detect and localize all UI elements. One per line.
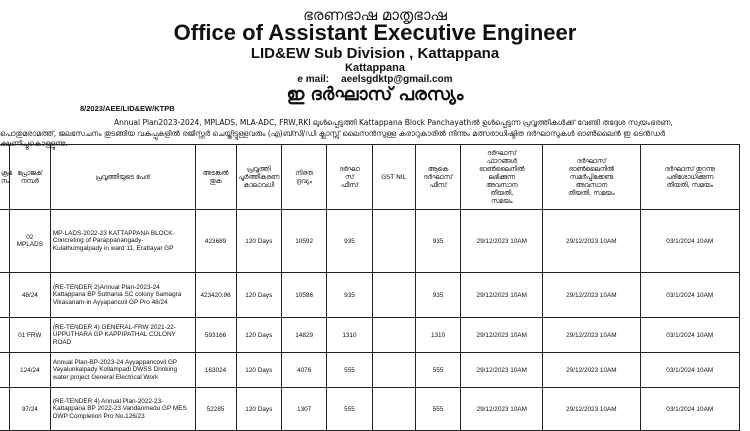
total-fee: 555: [415, 388, 460, 431]
serial-number: 4: [0, 353, 9, 388]
serial-number: 2: [0, 273, 9, 318]
completion-period: 120 Days: [236, 210, 281, 273]
serial-number: 5: [0, 388, 9, 431]
emd-amount: 1307: [281, 388, 326, 431]
column-header: ദർഘാസ് ഓൺലൈനിൽ സമർപ്പിക്കേണ്ട അവസാന തീയതി, സമയം: [543, 145, 640, 210]
serial-number: 3: [0, 318, 9, 353]
column-header: പ്രവൃത്തിയുടെ പേര്: [50, 145, 195, 210]
table-header-row: [0, 145, 740, 210]
form-download-date: 29/12/2023 10AM: [461, 388, 543, 431]
emd-amount: 14829: [281, 318, 326, 353]
email-label: e mail:: [297, 74, 330, 85]
table-row: [0, 273, 740, 318]
gst: [372, 388, 415, 431]
column-header: ക്രമ നം: [0, 145, 9, 210]
column-header: പ്രോജക് നമ്പർ: [9, 145, 50, 210]
reference-number: 8/2023/AEE/LID&EW/KTPB: [80, 104, 175, 113]
tender-fee: 555: [327, 388, 372, 431]
column-header: GST NIL: [372, 145, 415, 210]
table-row: [0, 388, 740, 431]
opening-date: 03/1/2024 10AM: [640, 388, 739, 431]
estimate-amount: 593166: [195, 318, 236, 353]
completion-period: 120 Days: [236, 388, 281, 431]
gst: [372, 318, 415, 353]
tender-fee: 935: [327, 210, 372, 273]
opening-date: 03/1/2024 10AM: [640, 353, 739, 388]
project-number: 02 MPLADS: [9, 210, 50, 273]
total-fee: 555: [415, 353, 460, 388]
work-name: (RE-TENDER 4) Annual Plan-2022-23-Kattappana BP 2022-23 Vandanmedu GP MES DWP Completion Pro No.126/23: [50, 388, 195, 431]
column-header: ദർഘാ സ് ഫീസ്: [327, 145, 372, 210]
intro-paragraph: Annual Plan2023-2024, MPLADS, MLA-ADC, FRW,RKI ലുൾപ്പെടുത്തി Kattappana Block Panchayathൽ ഉൾപ്പെടുന്ന പ്രവൃത്തികൾക്ക് വേണ്ടി തദ്ദേശ സ്വയംഭരണ, പൊതുമരാമത്ത്, ജലസേചനം തുടങ്ങിയ വകുപ്പുകളിൽ രജിസ്റ്റർ ചെയ്തിട്ടുള്ളവരും (എ)ബ്സി/ഡി ക്ലാസ്സ് ലൈസൻസുള്ള കരാറുകാരിൽ നിന്നും മത്സരാധിഷ്ഠിത ദർഘാസുകൾ ഓൺലൈൻ ഇ ടെൻഡർ ക്ഷണിച്ചുകൊള്ളുന്നു.: [0, 118, 673, 148]
work-name: Annual Plan-BP-2023-24 Ayyappancovil GP Vayalunkalpady Kollampadi DWSS Drinking water project General Electrical Work: [50, 353, 195, 388]
work-name: (RE-TENDER 2)Annual Plan-2023-24 Kattappana BP Suthania SC colony Samagra Vikasanam-in Ayyapancoil GP Pro 48/24: [50, 273, 195, 318]
column-header: ദർഘാസ് തുറന്നു പരിശോധിക്കുന്ന തീയതി, സമയം: [640, 145, 739, 210]
place: Kattappana: [345, 62, 405, 74]
table-row: [0, 318, 740, 353]
estimate-amount: 423689: [195, 210, 236, 273]
project-number: 97/24: [9, 388, 50, 431]
estimate-amount: 423420.96: [195, 273, 236, 318]
form-download-date: 29/12/2023 10AM: [461, 353, 543, 388]
table-row: [0, 353, 740, 388]
tender-fee: 1310: [327, 318, 372, 353]
completion-period: 120 Days: [236, 273, 281, 318]
emd-amount: 4076: [281, 353, 326, 388]
gst: [372, 353, 415, 388]
office-title: Office of Assistant Executive Engineer: [173, 20, 577, 45]
tender-fee: 555: [327, 353, 372, 388]
opening-date: 03/1/2024 10AM: [640, 210, 739, 273]
column-header: പ്രവൃത്തി പൂർത്തീകരണ കാലാവധി: [236, 145, 281, 210]
column-header: നിരത ദ്രവ്യം: [281, 145, 326, 210]
submission-date: 29/12/2023 10AM: [543, 210, 640, 273]
opening-date: 03/1/2024 10AM: [640, 318, 739, 353]
emd-amount: 10586: [281, 273, 326, 318]
project-number: 01 FRW: [9, 318, 50, 353]
submission-date: 29/12/2023 10AM: [543, 388, 640, 431]
gst: [372, 273, 415, 318]
column-header: ദർഘാസ് ഫാറങ്ങൾ ഓൺലൈനിൽ ലഭിക്കുന്ന അവസാന തീയതി, സമയം: [461, 145, 543, 210]
submission-date: 29/12/2023 10AM: [543, 318, 640, 353]
completion-period: 120 Days: [236, 318, 281, 353]
work-name: (RE-TENDER 4) GENERAL-FRW 2021-22-UPPUTHARA GP KAPPIPATHAL COLONY ROAD: [50, 318, 195, 353]
total-fee: 935: [415, 273, 460, 318]
tender-fee: 935: [327, 273, 372, 318]
email-address: aeelsgdktp@gmail.com: [341, 74, 453, 85]
total-fee: 935: [415, 210, 460, 273]
notice-title: ഇ ദർഘാസ് പരസ്യം: [286, 84, 464, 105]
completion-period: 120 Days: [236, 353, 281, 388]
table-row: [0, 210, 740, 273]
tender-table: [0, 144, 740, 431]
column-header: അടങ്കൽ തുക: [195, 145, 236, 210]
official-language-motto: ഭരണഭാഷ മാതൃഭാഷ: [303, 6, 447, 24]
form-download-date: 29/12/2023 10AM: [461, 318, 543, 353]
gst: [372, 210, 415, 273]
column-header: ആകെ ദർഘാസ് ഫീസ്: [415, 145, 460, 210]
project-number: 124/24: [9, 353, 50, 388]
estimate-amount: 52285: [195, 388, 236, 431]
form-download-date: 29/12/2023 10AM: [461, 273, 543, 318]
form-download-date: 29/12/2023 10AM: [461, 210, 543, 273]
total-fee: 1310: [415, 318, 460, 353]
work-name: MP-LADS-2022-23 KATTAPPANA BLOCK-Concreting of Parappanangady-Kulathumgalpady in ward 11, Erattayar GP: [50, 210, 195, 273]
submission-date: 29/12/2023 10AM: [543, 353, 640, 388]
emd-amount: 10592: [281, 210, 326, 273]
project-number: 48/24: [9, 273, 50, 318]
sub-division: LID&EW Sub Division , Kattappana: [250, 45, 500, 62]
opening-date: 03/1/2024 10AM: [640, 273, 739, 318]
serial-number: 1: [0, 210, 9, 273]
submission-date: 29/12/2023 10AM: [543, 273, 640, 318]
estimate-amount: 163024: [195, 353, 236, 388]
